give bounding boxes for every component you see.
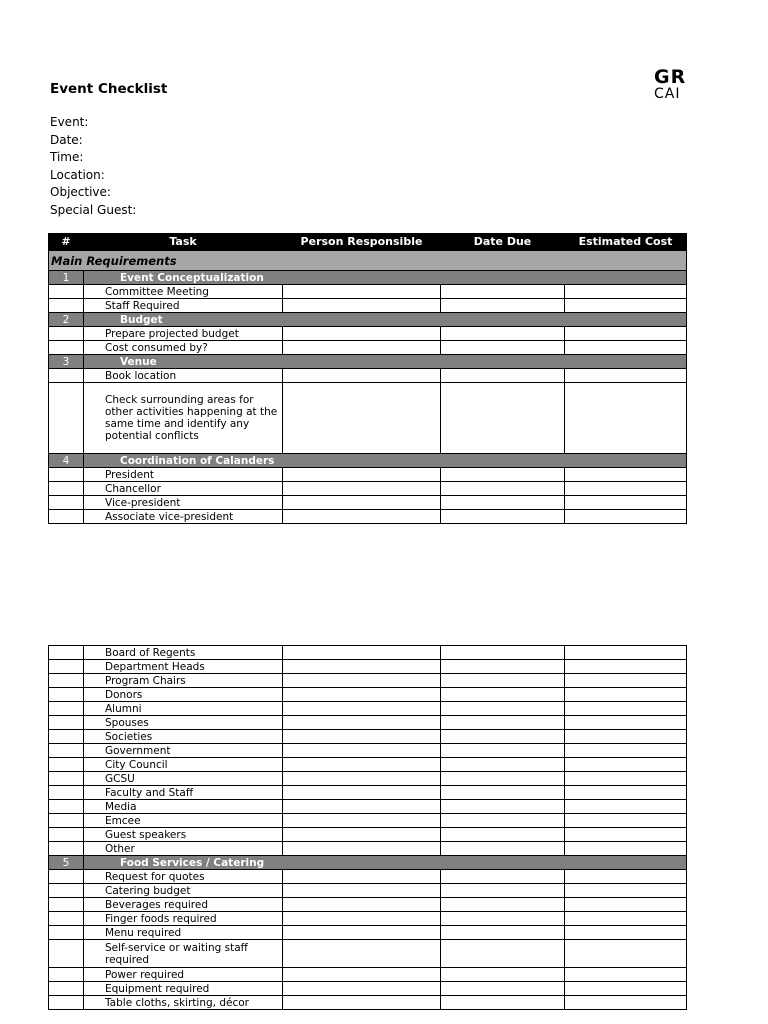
table-row — [49, 369, 687, 383]
person-responsible-cell[interactable] — [283, 688, 441, 702]
task-cell: Prepare projected budget — [84, 327, 283, 341]
row-number-cell — [49, 926, 84, 940]
estimated-cost-cell[interactable] — [565, 926, 687, 940]
person-responsible-cell[interactable] — [283, 496, 441, 510]
section-number: 3 — [49, 355, 84, 369]
logo — [654, 68, 688, 101]
row-number-cell — [49, 758, 84, 772]
row-number-cell — [49, 646, 84, 660]
person-responsible-cell[interactable] — [283, 786, 441, 800]
date-due-cell[interactable] — [441, 482, 565, 496]
row-number-cell — [49, 468, 84, 482]
section-number: 2 — [49, 313, 84, 327]
row-number-cell — [49, 730, 84, 744]
field-objective: Objective: — [50, 185, 111, 200]
person-responsible-cell[interactable] — [283, 772, 441, 786]
estimated-cost-cell[interactable] — [565, 730, 687, 744]
estimated-cost-cell[interactable] — [565, 383, 687, 454]
date-due-cell[interactable] — [441, 646, 565, 660]
row-number-cell — [49, 285, 84, 299]
section-title: Coordination of Calanders — [84, 454, 687, 468]
person-responsible-cell[interactable] — [283, 482, 441, 496]
row-number-cell — [49, 496, 84, 510]
person-responsible-cell[interactable] — [283, 510, 441, 524]
estimated-cost-cell[interactable] — [565, 674, 687, 688]
estimated-cost-cell[interactable] — [565, 828, 687, 842]
row-number-cell — [49, 688, 84, 702]
person-responsible-cell[interactable] — [283, 870, 441, 884]
row-number-cell — [49, 482, 84, 496]
task-cell: Catering budget — [84, 884, 283, 898]
section-title: Food Services / Catering — [84, 856, 687, 870]
section-number: 5 — [49, 856, 84, 870]
date-due-cell[interactable] — [441, 758, 565, 772]
table-row — [49, 772, 687, 786]
estimated-cost-cell[interactable] — [565, 702, 687, 716]
date-due-cell[interactable] — [441, 468, 565, 482]
date-due-cell[interactable] — [441, 341, 565, 355]
date-due-cell[interactable] — [441, 730, 565, 744]
estimated-cost-cell[interactable] — [565, 646, 687, 660]
task-cell: GCSU — [84, 772, 283, 786]
logo-line-2: CAI — [654, 86, 681, 101]
estimated-cost-cell[interactable] — [565, 842, 687, 856]
person-responsible-cell[interactable] — [283, 842, 441, 856]
date-due-cell[interactable] — [441, 744, 565, 758]
date-due-cell[interactable] — [441, 842, 565, 856]
table-row — [49, 299, 687, 313]
task-cell: Faculty and Staff — [84, 786, 283, 800]
table-row — [49, 912, 687, 926]
person-responsible-cell[interactable] — [283, 341, 441, 355]
task-cell: Societies — [84, 730, 283, 744]
date-due-cell[interactable] — [441, 828, 565, 842]
logo-line-1: GR — [654, 68, 687, 88]
estimated-cost-cell[interactable] — [565, 940, 687, 968]
estimated-cost-cell[interactable] — [565, 369, 687, 383]
row-number-cell — [49, 744, 84, 758]
field-location: Location: — [50, 167, 105, 182]
task-cell: Program Chairs — [84, 674, 283, 688]
estimated-cost-cell[interactable] — [565, 898, 687, 912]
field-special-guest: Special Guest: — [50, 202, 137, 217]
task-cell: Table cloths, skirting, décor — [84, 996, 283, 1010]
table-row — [49, 884, 687, 898]
table-row — [49, 814, 687, 828]
date-due-cell[interactable] — [441, 327, 565, 341]
task-cell: Staff Required — [84, 299, 283, 313]
row-number-cell — [49, 828, 84, 842]
estimated-cost-cell[interactable] — [565, 285, 687, 299]
section-row — [49, 271, 687, 285]
estimated-cost-cell[interactable] — [565, 482, 687, 496]
table-row — [49, 327, 687, 341]
table-row — [49, 926, 687, 940]
task-cell: Beverages required — [84, 898, 283, 912]
task-cell: President — [84, 468, 283, 482]
person-responsible-cell[interactable] — [283, 299, 441, 313]
table-row — [49, 702, 687, 716]
field-date: Date: — [50, 132, 83, 147]
checklist-table-page-2 — [48, 645, 687, 1010]
task-cell: Spouses — [84, 716, 283, 730]
table-row — [49, 870, 687, 884]
row-number-cell — [49, 842, 84, 856]
task-cell: Vice-president — [84, 496, 283, 510]
estimated-cost-cell[interactable] — [565, 912, 687, 926]
row-number-cell — [49, 898, 84, 912]
table-row — [49, 716, 687, 730]
estimated-cost-cell[interactable] — [565, 327, 687, 341]
person-responsible-cell[interactable] — [283, 912, 441, 926]
date-due-cell[interactable] — [441, 800, 565, 814]
estimated-cost-cell[interactable] — [565, 299, 687, 313]
table-row — [49, 468, 687, 482]
row-number-cell — [49, 702, 84, 716]
date-due-cell[interactable] — [441, 383, 565, 454]
estimated-cost-cell[interactable] — [565, 800, 687, 814]
date-due-cell[interactable] — [441, 510, 565, 524]
date-due-cell[interactable] — [441, 926, 565, 940]
estimated-cost-cell[interactable] — [565, 786, 687, 800]
table-row — [49, 482, 687, 496]
person-responsible-cell[interactable] — [283, 383, 441, 454]
task-cell: Cost consumed by? — [84, 341, 283, 355]
person-responsible-cell[interactable] — [283, 674, 441, 688]
task-cell: Alumni — [84, 702, 283, 716]
row-number-cell — [49, 982, 84, 996]
table-row — [49, 828, 687, 842]
person-responsible-cell[interactable] — [283, 996, 441, 1010]
row-number-cell — [49, 786, 84, 800]
row-number-cell — [49, 327, 84, 341]
page-title: Event Checklist — [50, 81, 168, 97]
task-cell: Guest speakers — [84, 828, 283, 842]
estimated-cost-cell[interactable] — [565, 660, 687, 674]
date-due-cell[interactable] — [441, 716, 565, 730]
row-number-cell — [49, 660, 84, 674]
person-responsible-cell[interactable] — [283, 940, 441, 968]
row-number-cell — [49, 800, 84, 814]
table-row — [49, 940, 687, 968]
date-due-cell[interactable] — [441, 496, 565, 510]
table-row — [49, 786, 687, 800]
estimated-cost-cell[interactable] — [565, 968, 687, 982]
row-number-cell — [49, 716, 84, 730]
estimated-cost-cell[interactable] — [565, 870, 687, 884]
checklist-table-page-1 — [48, 233, 687, 524]
estimated-cost-cell[interactable] — [565, 716, 687, 730]
row-number-cell — [49, 772, 84, 786]
task-cell: Committee Meeting — [84, 285, 283, 299]
person-responsible-cell[interactable] — [283, 926, 441, 940]
date-due-cell[interactable] — [441, 688, 565, 702]
table-row — [49, 674, 687, 688]
table-row — [49, 383, 687, 454]
task-cell: Government — [84, 744, 283, 758]
section-row — [49, 454, 687, 468]
table-row — [49, 744, 687, 758]
row-number-cell — [49, 870, 84, 884]
date-due-cell[interactable] — [441, 940, 565, 968]
task-cell: Donors — [84, 688, 283, 702]
task-cell: Department Heads — [84, 660, 283, 674]
table-row — [49, 800, 687, 814]
task-cell: Associate vice-president — [84, 510, 283, 524]
row-number-cell — [49, 912, 84, 926]
date-due-cell[interactable] — [441, 898, 565, 912]
person-responsible-cell[interactable] — [283, 968, 441, 982]
header-estimated-cost: Estimated Cost — [565, 234, 687, 251]
table-row — [49, 982, 687, 996]
row-number-cell — [49, 383, 84, 454]
row-number-cell — [49, 299, 84, 313]
estimated-cost-cell[interactable] — [565, 341, 687, 355]
row-number-cell — [49, 940, 84, 968]
person-responsible-cell[interactable] — [283, 730, 441, 744]
date-due-cell[interactable] — [441, 996, 565, 1010]
task-cell: Check surrounding areas for other activities happening at the same time and identify any potential conflicts — [84, 383, 283, 454]
estimated-cost-cell[interactable] — [565, 814, 687, 828]
estimated-cost-cell[interactable] — [565, 688, 687, 702]
header-person-responsible: Person Responsible — [283, 234, 441, 251]
date-due-cell[interactable] — [441, 299, 565, 313]
estimated-cost-cell[interactable] — [565, 772, 687, 786]
task-cell: Equipment required — [84, 982, 283, 996]
task-cell: Chancellor — [84, 482, 283, 496]
table-row — [49, 646, 687, 660]
table-row — [49, 996, 687, 1010]
estimated-cost-cell[interactable] — [565, 982, 687, 996]
task-cell: Board of Regents — [84, 646, 283, 660]
task-cell: Power required — [84, 968, 283, 982]
date-due-cell[interactable] — [441, 369, 565, 383]
table-row — [49, 968, 687, 982]
date-due-cell[interactable] — [441, 968, 565, 982]
main-requirements-label: Main Requirements — [49, 251, 687, 271]
person-responsible-cell[interactable] — [283, 884, 441, 898]
person-responsible-cell[interactable] — [283, 716, 441, 730]
date-due-cell[interactable] — [441, 674, 565, 688]
event-fields — [50, 114, 136, 220]
estimated-cost-cell[interactable] — [565, 510, 687, 524]
date-due-cell[interactable] — [441, 982, 565, 996]
table-header-row — [49, 234, 687, 251]
person-responsible-cell[interactable] — [283, 814, 441, 828]
task-cell: Book location — [84, 369, 283, 383]
person-responsible-cell[interactable] — [283, 744, 441, 758]
estimated-cost-cell[interactable] — [565, 884, 687, 898]
date-due-cell[interactable] — [441, 870, 565, 884]
table-row — [49, 842, 687, 856]
person-responsible-cell[interactable] — [283, 369, 441, 383]
section-number: 4 — [49, 454, 84, 468]
task-cell: Emcee — [84, 814, 283, 828]
section-title: Venue — [84, 355, 687, 369]
row-number-cell — [49, 510, 84, 524]
field-time: Time: — [50, 150, 84, 165]
table-row — [49, 285, 687, 299]
section-number: 1 — [49, 271, 84, 285]
task-cell: Self-service or waiting staff required — [84, 940, 283, 968]
table-row — [49, 898, 687, 912]
section-title: Event Conceptualization — [84, 271, 687, 285]
estimated-cost-cell[interactable] — [565, 996, 687, 1010]
person-responsible-cell[interactable] — [283, 327, 441, 341]
table-row — [49, 660, 687, 674]
table-row — [49, 758, 687, 772]
person-responsible-cell[interactable] — [283, 285, 441, 299]
header-task: Task — [84, 234, 283, 251]
section-row — [49, 355, 687, 369]
row-number-cell — [49, 996, 84, 1010]
table-row — [49, 496, 687, 510]
section-title: Budget — [84, 313, 687, 327]
row-number-cell — [49, 674, 84, 688]
estimated-cost-cell[interactable] — [565, 468, 687, 482]
estimated-cost-cell[interactable] — [565, 744, 687, 758]
date-due-cell[interactable] — [441, 660, 565, 674]
main-requirements-row — [49, 251, 687, 271]
table-row — [49, 688, 687, 702]
row-number-cell — [49, 968, 84, 982]
table-row — [49, 341, 687, 355]
person-responsible-cell[interactable] — [283, 702, 441, 716]
date-due-cell[interactable] — [441, 786, 565, 800]
task-cell: Request for quotes — [84, 870, 283, 884]
person-responsible-cell[interactable] — [283, 468, 441, 482]
date-due-cell[interactable] — [441, 702, 565, 716]
task-cell: Menu required — [84, 926, 283, 940]
date-due-cell[interactable] — [441, 912, 565, 926]
person-responsible-cell[interactable] — [283, 660, 441, 674]
date-due-cell[interactable] — [441, 884, 565, 898]
estimated-cost-cell[interactable] — [565, 496, 687, 510]
person-responsible-cell[interactable] — [283, 758, 441, 772]
row-number-cell — [49, 814, 84, 828]
table-row — [49, 730, 687, 744]
task-cell: Other — [84, 842, 283, 856]
row-number-cell — [49, 369, 84, 383]
date-due-cell[interactable] — [441, 772, 565, 786]
task-cell: Media — [84, 800, 283, 814]
row-number-cell — [49, 341, 84, 355]
header-number: # — [49, 234, 84, 251]
task-cell: City Council — [84, 758, 283, 772]
person-responsible-cell[interactable] — [283, 982, 441, 996]
person-responsible-cell[interactable] — [283, 800, 441, 814]
person-responsible-cell[interactable] — [283, 898, 441, 912]
table-body-page-2 — [49, 646, 687, 1010]
section-row — [49, 856, 687, 870]
header-date-due: Date Due — [441, 234, 565, 251]
table-row — [49, 510, 687, 524]
row-number-cell — [49, 884, 84, 898]
estimated-cost-cell[interactable] — [565, 758, 687, 772]
person-responsible-cell[interactable] — [283, 828, 441, 842]
table-body-page-1 — [49, 271, 687, 524]
section-row — [49, 313, 687, 327]
date-due-cell[interactable] — [441, 814, 565, 828]
date-due-cell[interactable] — [441, 285, 565, 299]
field-event: Event: — [50, 115, 89, 129]
person-responsible-cell[interactable] — [283, 646, 441, 660]
task-cell: Finger foods required — [84, 912, 283, 926]
